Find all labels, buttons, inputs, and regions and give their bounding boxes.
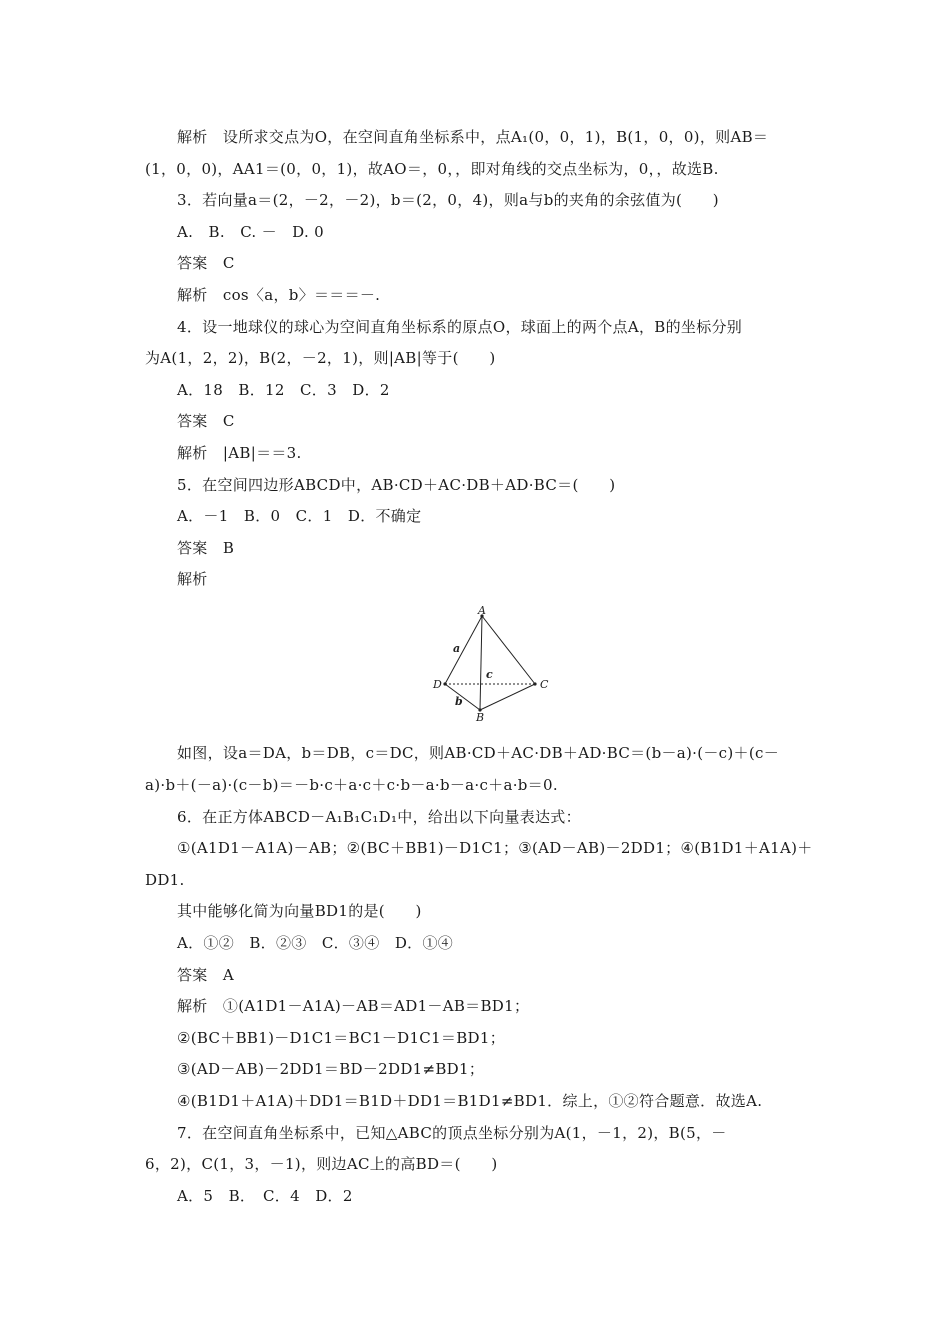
question-5-solution-line-1: 如图，设a＝DA，b＝DB，c＝DC，则AB·CD＋AC·DB＋AD·BC＝(b－a)·(－c)＋(c－ <box>177 744 779 762</box>
edge-label-b: b <box>455 695 463 708</box>
vertex-label-a: A <box>478 606 486 617</box>
vertex-d-dot <box>443 682 446 685</box>
question-3: 3．若向量a＝(2，－2，－2)，b＝(2，0，4)，则a与b的夹角的余弦值为( ) <box>177 191 719 209</box>
question-6: 6．在正方体ABCD－A₁B₁C₁D₁中，给出以下向量表达式： <box>177 808 581 826</box>
question-6-expressions: ①(A1D1－A1A)－AB；②(BC＋BB1)－D1C1；③(AD－AB)－2DD1；④(B1D1＋A1A)＋ <box>177 839 813 857</box>
question-5: 5．在空间四边形ABCD中，AB·CD＋AC·DB＋AD·BC＝( ) <box>177 476 616 494</box>
question-6-solution-4: ④(B1D1＋A1A)＋DD1＝B1D＋DD1＝B1D1≠BD1．综上，①②符合题意．故选A. <box>177 1092 763 1110</box>
question-4-line-2: 为A(1，2，2)，B(2，－2，1)，则|AB|等于( ) <box>145 349 496 367</box>
question-7-line-1: 7．在空间直角坐标系中，已知△ABC的顶点坐标分别为A(1，－1，2)，B(5，－ <box>177 1124 727 1142</box>
question-6-prompt: 其中能够化简为向量BD1的是( ) <box>177 902 422 920</box>
question-4-line-1: 4．设一地球仪的球心为空间直角坐标系的原点O，球面上的两个点A，B的坐标分别 <box>177 318 743 336</box>
edge-label-c: c <box>486 668 493 681</box>
edge-label-a: a <box>453 642 461 655</box>
question-4-solution: 解析 |AB|＝＝3. <box>177 444 302 462</box>
edge-ab <box>480 616 482 710</box>
solution-2-line-2: (1，0，0)，AA1＝(0，0，1)，故AO＝，0，，即对角线的交点坐标为，0，，故选B. <box>145 160 719 178</box>
question-7-line-2: 6，2)，C(1，3，－1)，则边AC上的高BD＝( ) <box>145 1155 498 1173</box>
vertex-c-dot <box>533 682 536 685</box>
question-6-answer: 答案 A <box>177 966 235 984</box>
question-3-solution: 解析 cos〈a，b〉＝＝＝－. <box>177 286 381 304</box>
question-4-options: A．18 B．12 C．3 D．2 <box>177 381 390 399</box>
vertex-label-b: B <box>476 711 485 721</box>
edge-bc <box>480 684 535 710</box>
question-7-options: A．5 B． C．4 D．2 <box>177 1187 353 1205</box>
question-5-solution-label: 解析 <box>177 570 208 588</box>
question-5-answer: 答案 B <box>177 539 235 557</box>
question-6-solution-3: ③(AD－AB)－2DD1＝BD－2DD1≠BD1； <box>177 1060 485 1078</box>
question-3-options: A. B. C. － D. 0 <box>177 223 324 241</box>
tetrahedron-figure <box>430 606 560 721</box>
question-4-answer: 答案 C <box>177 412 235 430</box>
question-5-options: A．－1 B．0 C．1 D．不确定 <box>177 507 422 525</box>
question-3-answer: 答案 C <box>177 254 235 272</box>
question-6-solution-1: 解析 ①(A1D1－A1A)－AB＝AD1－AB＝BD1； <box>177 997 530 1015</box>
edge-da <box>445 616 482 684</box>
tetrahedron-diagram <box>430 606 560 721</box>
question-6-options: A．①② B．②③ C．③④ D．①④ <box>177 934 454 952</box>
question-6-expressions-cont: DD1. <box>145 871 185 889</box>
vertex-label-d: D <box>433 678 442 691</box>
solution-2-line-1: 解析 设所求交点为O，在空间直角坐标系中，点A₁(0，0，1)，B(1，0，0)，则AB＝ <box>177 128 769 146</box>
vertex-label-c: C <box>540 678 549 691</box>
question-6-solution-2: ②(BC＋BB1)－D1C1＝BC1－D1C1＝BD1； <box>177 1029 506 1047</box>
question-5-solution-line-2: a)·b＋(－a)·(c－b)＝－b·c＋a·c＋c·b－a·b－a·c＋a·b＝0. <box>145 776 558 794</box>
